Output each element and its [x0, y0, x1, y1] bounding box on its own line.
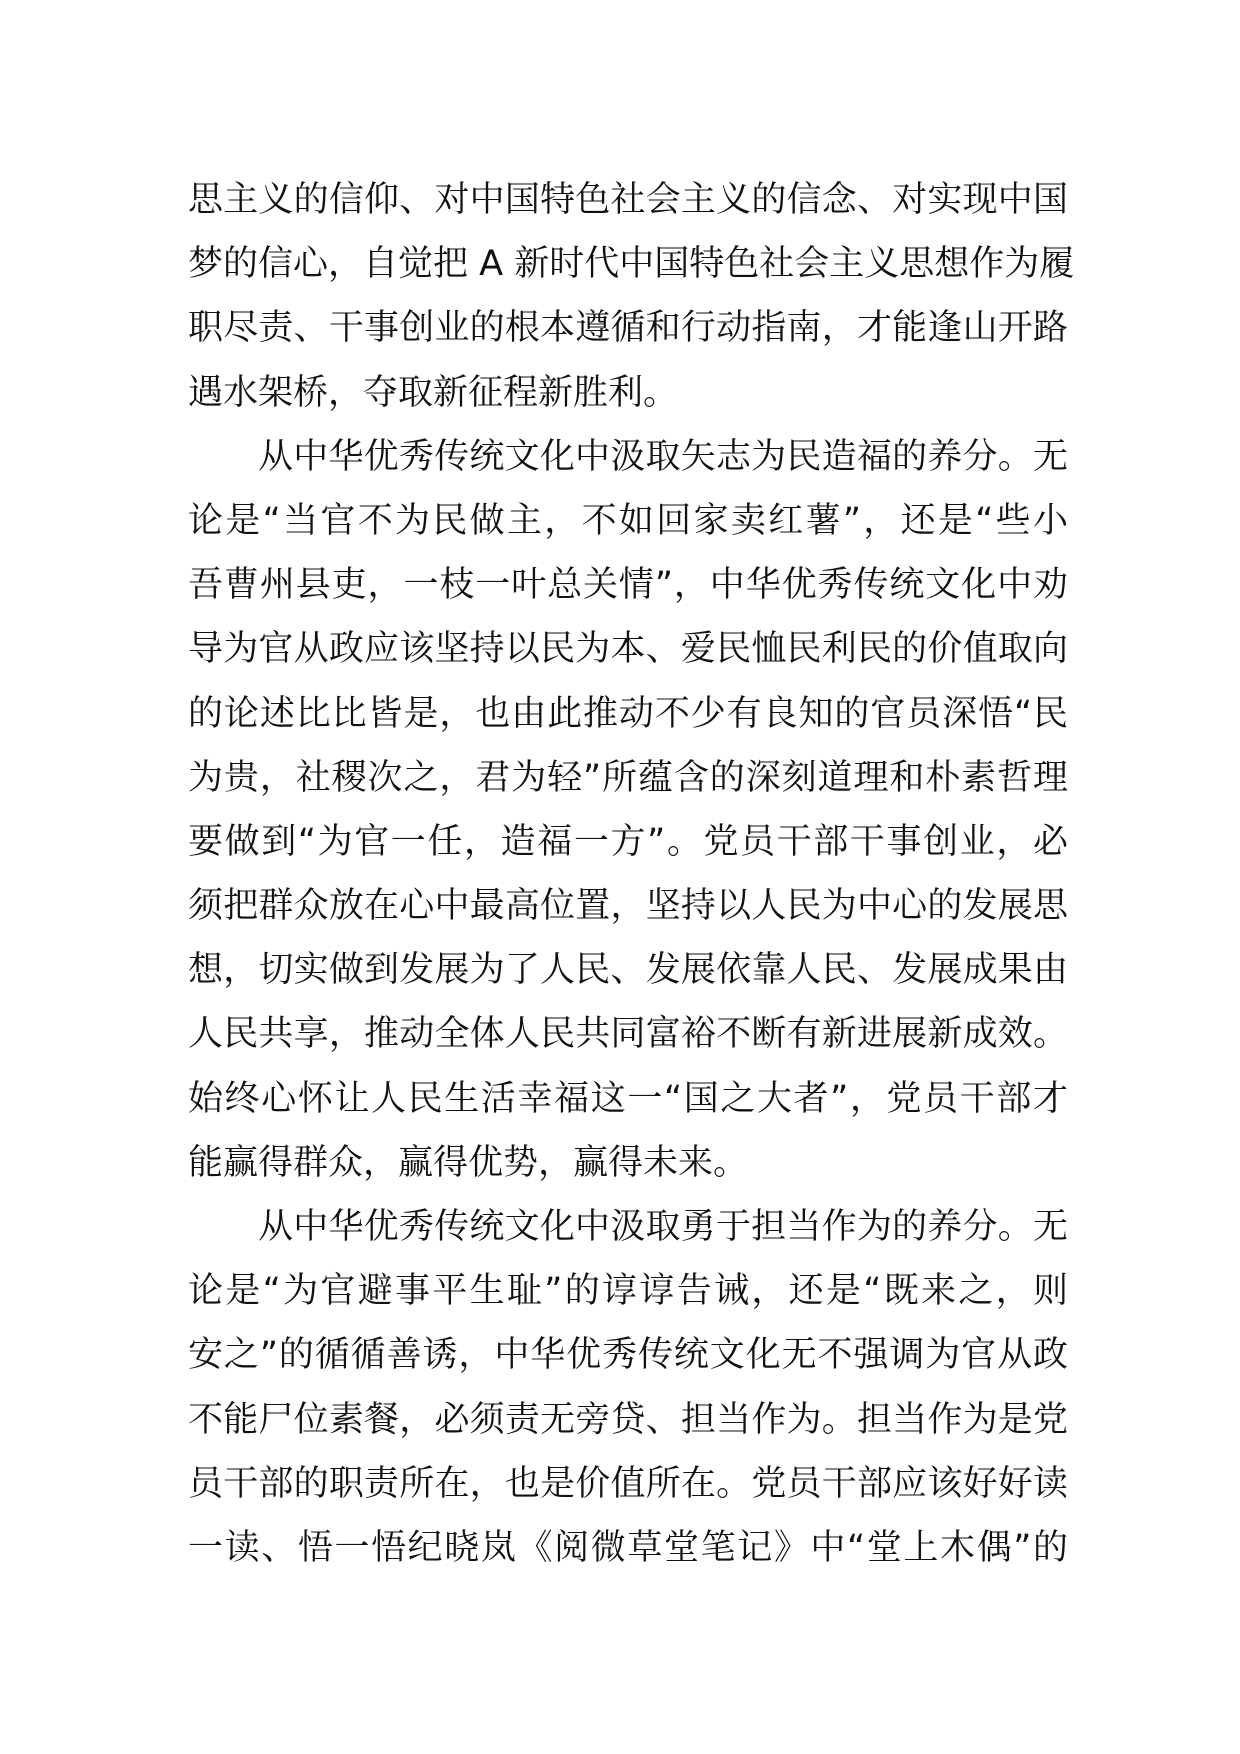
text-line: 吾曹州县吏，一枝一叶总关情”，中华优秀传统文化中劝 [188, 565, 1068, 606]
text-line: 论是“当官不为民做主，不如回家卖红薯”，还是“些小 [188, 500, 1068, 541]
text-line: 从中华优秀传统文化中汲取勇于担当作为的养分。无 [258, 1207, 1068, 1247]
text-line: 安之”的循循善诱，中华优秀传统文化无不强调为官从政 [188, 1335, 1068, 1376]
text-line: 人民共享，推动全体人民共同富裕不断有新进展新成效。 [188, 1014, 1068, 1055]
document-body [188, 168, 1075, 1580]
text-line: 导为官从政应该坚持以民为本、爱民恤民利民的价值取向 [188, 629, 1068, 670]
paragraph-2 [188, 425, 1068, 1195]
text-line: 不能尸位素餐，必须责无旁贷、担当作为。担当作为是党 [188, 1399, 1068, 1440]
text-line: 要做到“为官一任，造福一方”。党员干部干事创业，必 [188, 821, 1068, 862]
text-line: 一读、悟一悟纪晓岚《阅微草堂笔记》中“堂上木偶”的 [188, 1527, 1068, 1568]
text-line: 遇水架桥，夺取新征程新胜利。 [188, 372, 679, 413]
text-line: 想，切实做到发展为了人民、发展依靠人民、发展成果由 [188, 950, 1068, 991]
paragraph-1 [188, 168, 1075, 425]
text-line: 思主义的信仰、对中国特色社会主义的信念、对实现中国 [188, 180, 1068, 220]
text-line: 的论述比比皆是，也由此推动不少有良知的官员深悟“民 [188, 693, 1068, 734]
text-line: 为贵，社稷次之，君为轻”所蕴含的深刻道理和朴素哲理 [188, 757, 1068, 798]
text-line: 职尽责、干事创业的根本遵循和行动指南，才能逢山开路 [188, 308, 1068, 349]
text-line: 始终心怀让人民生活幸福这一“国之大者”，党员干部才 [188, 1078, 1068, 1119]
text-line: 能赢得群众，赢得优势，赢得未来。 [188, 1142, 749, 1183]
text-line: 须把群众放在心中最高位置，坚持以人民为中心的发展思 [188, 886, 1068, 927]
text-line: 从中华优秀传统文化中汲取矢志为民造福的养分。无 [258, 436, 1068, 477]
text-line: 员干部的职责所在，也是价值所在。党员干部应该好好读 [188, 1463, 1068, 1504]
paragraph-3 [188, 1195, 1068, 1580]
text-line: 梦的信心，自觉把 A 新时代中国特色社会主义思想作为履 [188, 244, 1075, 285]
text-line: 论是“为官避事平生耻”的谆谆告诫，还是“既来之，则 [188, 1271, 1068, 1312]
